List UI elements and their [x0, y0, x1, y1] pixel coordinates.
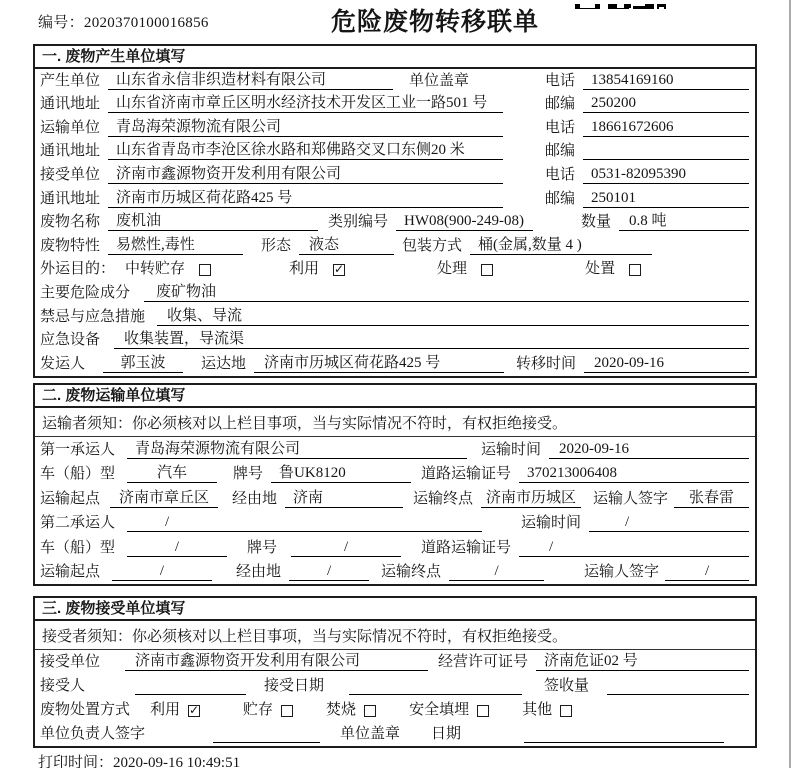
row-route-1	[35, 486, 755, 511]
checkbox-landfill	[477, 705, 489, 717]
checkbox-incineration	[364, 705, 376, 717]
field-label: 通讯地址	[40, 190, 101, 207]
license-value: 济南危证02 号	[536, 653, 749, 671]
acceptor-value	[135, 678, 246, 695]
transfer-time-label: 转移时间	[516, 355, 577, 372]
field-label: 第二承运人	[40, 515, 116, 531]
accept-date-label: 接受日期	[264, 678, 325, 694]
row-accept-unit	[35, 650, 755, 674]
category-code-label: 类别编号	[328, 214, 389, 231]
postcode-label: 邮编	[544, 143, 575, 160]
category-code-value: HW08(900-249-08)	[396, 213, 533, 231]
generator-address-value: 山东省济南市章丘区明水经济技术开发区工业一路501 号	[108, 95, 503, 113]
option-landfill: 安全填埋	[409, 702, 470, 718]
print-time	[38, 751, 240, 768]
route-end-value: 济南市历城区	[481, 490, 581, 508]
option-utilize: 利用	[289, 261, 320, 278]
carrier-signature-label: 运输人签字	[584, 564, 660, 580]
unit-seal-label: 单位盖章	[340, 726, 401, 742]
section-transporter	[33, 383, 757, 586]
section1-title: 一. 废物产生单位填写	[35, 46, 755, 69]
page-title: 危险废物转移联单	[331, 8, 540, 36]
receiver-notice: 接受者须知：你必须核对以上栏目事项，当与实际情况不符时，有权拒绝接受。	[35, 621, 755, 650]
field-label: 应急设备	[40, 332, 101, 349]
phone-label: 电话	[544, 119, 575, 136]
form-state-label: 形态	[261, 237, 292, 254]
field-label: 运输起点	[40, 564, 101, 580]
field-label: 车（船）型	[40, 466, 116, 482]
document-number	[38, 11, 209, 32]
row-transport-unit	[35, 116, 755, 140]
via-label: 经由地	[232, 490, 278, 507]
section3-title: 三. 废物接受单位填写	[35, 598, 755, 621]
row-receiver-unit	[35, 163, 755, 187]
row-vehicle-2	[35, 535, 755, 560]
field-label: 第一承运人	[40, 441, 116, 458]
form-state-value: 液态	[299, 237, 394, 255]
field-label: 主要危险成分	[40, 284, 131, 301]
road-permit-label: 道路运输证号	[421, 539, 512, 556]
field-label: 废物特性	[40, 237, 101, 254]
field-label: 产生单位	[40, 72, 101, 89]
route-end-value-2: /	[449, 563, 544, 581]
receiver-unit-value: 济南市鑫源物资开发利用有限公司	[108, 166, 503, 184]
option-treat: 处理	[437, 261, 468, 278]
date-label: 日期	[431, 726, 462, 742]
emergency-measures-value: 收集、导流	[157, 308, 749, 326]
qr-code-icon	[575, 4, 667, 9]
road-permit-value-2: /	[519, 539, 749, 557]
accept-unit-value: 济南市鑫源物资开发利用有限公司	[125, 653, 428, 671]
field-label: 接受单位	[40, 654, 101, 670]
plate-label: 牌号	[247, 539, 278, 556]
field-label: 禁忌与应急措施	[40, 308, 146, 325]
row-shipper	[35, 352, 755, 376]
row-receiver-address	[35, 187, 755, 211]
option-utilize: 利用	[150, 702, 181, 718]
section-receiver	[33, 596, 757, 748]
transport-time-label: 运输时间	[481, 441, 542, 458]
print-time-label: 打印时间：	[38, 755, 114, 768]
route-end-label: 运输终点	[381, 564, 442, 580]
row-transport-address	[35, 140, 755, 164]
option-incineration: 焚烧	[326, 702, 357, 718]
row-acceptor	[35, 674, 755, 698]
via-value-2: /	[289, 563, 369, 581]
field-label: 通讯地址	[40, 96, 101, 113]
packing-label: 包装方式	[402, 237, 463, 254]
document-number-value: 2020370100016856	[83, 15, 209, 31]
via-value: 济南	[285, 490, 403, 508]
transport-time-label: 运输时间	[520, 515, 581, 531]
checkbox-utilize-disposal	[188, 705, 200, 717]
row-first-carrier	[35, 437, 755, 462]
row-hazard-component	[35, 281, 755, 305]
transport-unit-value: 青岛海荣源物流有限公司	[108, 119, 503, 137]
transporter-notice: 运输者须知：你必须核对以上栏目事项，当与实际情况不符时，有权拒绝接受。	[35, 408, 755, 437]
postcode-label: 邮编	[544, 190, 575, 207]
field-label: 车（船）型	[40, 539, 116, 556]
receiver-postcode-value: 250101	[583, 190, 749, 208]
packing-value: 桶(金属,数量 4 )	[470, 237, 652, 255]
route-origin-value-2: /	[112, 563, 212, 581]
checkbox-other	[560, 705, 572, 717]
scan-edge-line	[789, 0, 791, 768]
checkbox-transfer-storage	[199, 264, 211, 276]
row-route-2	[35, 560, 755, 585]
destination-value: 济南市历城区荷花路425 号	[254, 355, 504, 373]
field-label: 废物名称	[40, 214, 101, 231]
carrier-signature-value-2: /	[665, 563, 749, 581]
row-vehicle-1	[35, 462, 755, 487]
option-transfer-storage: 中转贮存	[125, 261, 186, 278]
document-number-label: 编号：	[38, 15, 84, 31]
option-dispose: 处置	[585, 261, 616, 278]
phone-label: 电话	[544, 72, 575, 89]
transport-address-value: 山东省青岛市李沧区徐水路和郑佛路交叉口东侧20 米	[108, 142, 503, 160]
phone-label: 电话	[544, 166, 575, 183]
quantity-value: 0.8 吨	[619, 213, 749, 231]
row-waste-property	[35, 234, 755, 258]
generator-phone-value: 13854169160	[583, 72, 749, 90]
row-generator-address	[35, 93, 755, 117]
receiver-address-value: 济南市历城区荷花路425 号	[108, 190, 503, 208]
row-emergency-measures	[35, 305, 755, 329]
row-outbound-purpose	[35, 258, 755, 282]
plate-value: 鲁UK8120	[271, 465, 411, 483]
checkbox-dispose	[629, 264, 641, 276]
field-label: 接受人	[40, 678, 86, 694]
field-label: 运输起点	[40, 490, 101, 507]
qr-code-fragment	[575, 0, 667, 9]
carrier-signature-value: 张春雷	[674, 490, 749, 508]
responsible-signature-value	[213, 726, 320, 743]
vehicle-type-value-2: /	[127, 539, 227, 557]
row-second-carrier	[35, 511, 755, 536]
checkbox-storage	[281, 705, 293, 717]
carrier-signature-label: 运输人签字	[593, 490, 669, 507]
row-emergency-equipment	[35, 329, 755, 353]
field-label: 运输单位	[40, 119, 101, 136]
field-label: 接受单位	[40, 166, 101, 183]
plate-label: 牌号	[233, 466, 264, 482]
unit-seal-label: 单位盖章	[409, 72, 470, 89]
road-permit-value: 370213006408	[519, 465, 749, 483]
quantity-label: 数量	[580, 214, 611, 231]
date-value	[524, 726, 724, 743]
field-label: 单位负责人签字	[40, 726, 146, 742]
field-label: 废物处置方式	[40, 702, 131, 718]
transfer-time-value: 2020-09-16	[584, 355, 749, 373]
signed-quantity-value	[607, 678, 749, 695]
shipper-value: 郭玉波	[103, 355, 183, 373]
hazard-component-value: 废矿物油	[144, 284, 749, 302]
road-permit-label: 道路运输证号	[421, 466, 512, 482]
field-label: 发运人	[40, 355, 86, 372]
checkbox-utilize	[333, 264, 345, 276]
print-time-value: 2020-09-16 10:49:51	[113, 755, 241, 768]
transport-phone-value: 18661672606	[583, 119, 749, 137]
accept-date-value	[349, 678, 522, 695]
receiver-phone-value: 0531-82095390	[583, 166, 749, 184]
waste-name-value: 废机油	[108, 213, 318, 231]
row-responsible-signature	[35, 722, 755, 746]
option-other: 其他	[522, 702, 553, 718]
postcode-label: 邮编	[544, 96, 575, 113]
license-label: 经营许可证号	[438, 654, 529, 670]
transport-time-value-2: /	[589, 514, 749, 532]
waste-property-value: 易燃性,毒性	[108, 237, 243, 255]
signed-quantity-label: 签收量	[544, 678, 590, 694]
row-waste-name	[35, 211, 755, 235]
emergency-equipment-value: 收集装置，导流渠	[114, 331, 749, 349]
section-generator	[33, 44, 757, 378]
transport-postcode-value	[583, 143, 749, 160]
checkbox-treat	[481, 264, 493, 276]
first-carrier-value: 青岛海荣源物流有限公司	[127, 441, 467, 459]
field-label: 通讯地址	[40, 143, 101, 160]
section2-title: 二. 废物运输单位填写	[35, 385, 755, 408]
route-origin-value: 济南市章丘区	[110, 490, 218, 508]
row-disposal-method	[35, 698, 755, 722]
plate-value-2: /	[291, 539, 401, 557]
via-label: 经由地	[236, 564, 282, 580]
field-label: 外运目的：	[40, 261, 116, 278]
option-storage: 贮存	[243, 702, 274, 718]
row-generator-unit	[35, 69, 755, 93]
destination-label: 运达地	[201, 355, 247, 372]
transport-time-value: 2020-09-16	[549, 441, 749, 459]
generator-unit-value: 山东省永信非织造材料有限公司	[108, 72, 393, 90]
vehicle-type-value: 汽车	[127, 465, 217, 483]
second-carrier-value: /	[127, 514, 482, 532]
generator-postcode-value: 250200	[583, 95, 749, 113]
route-end-label: 运输终点	[413, 490, 474, 507]
